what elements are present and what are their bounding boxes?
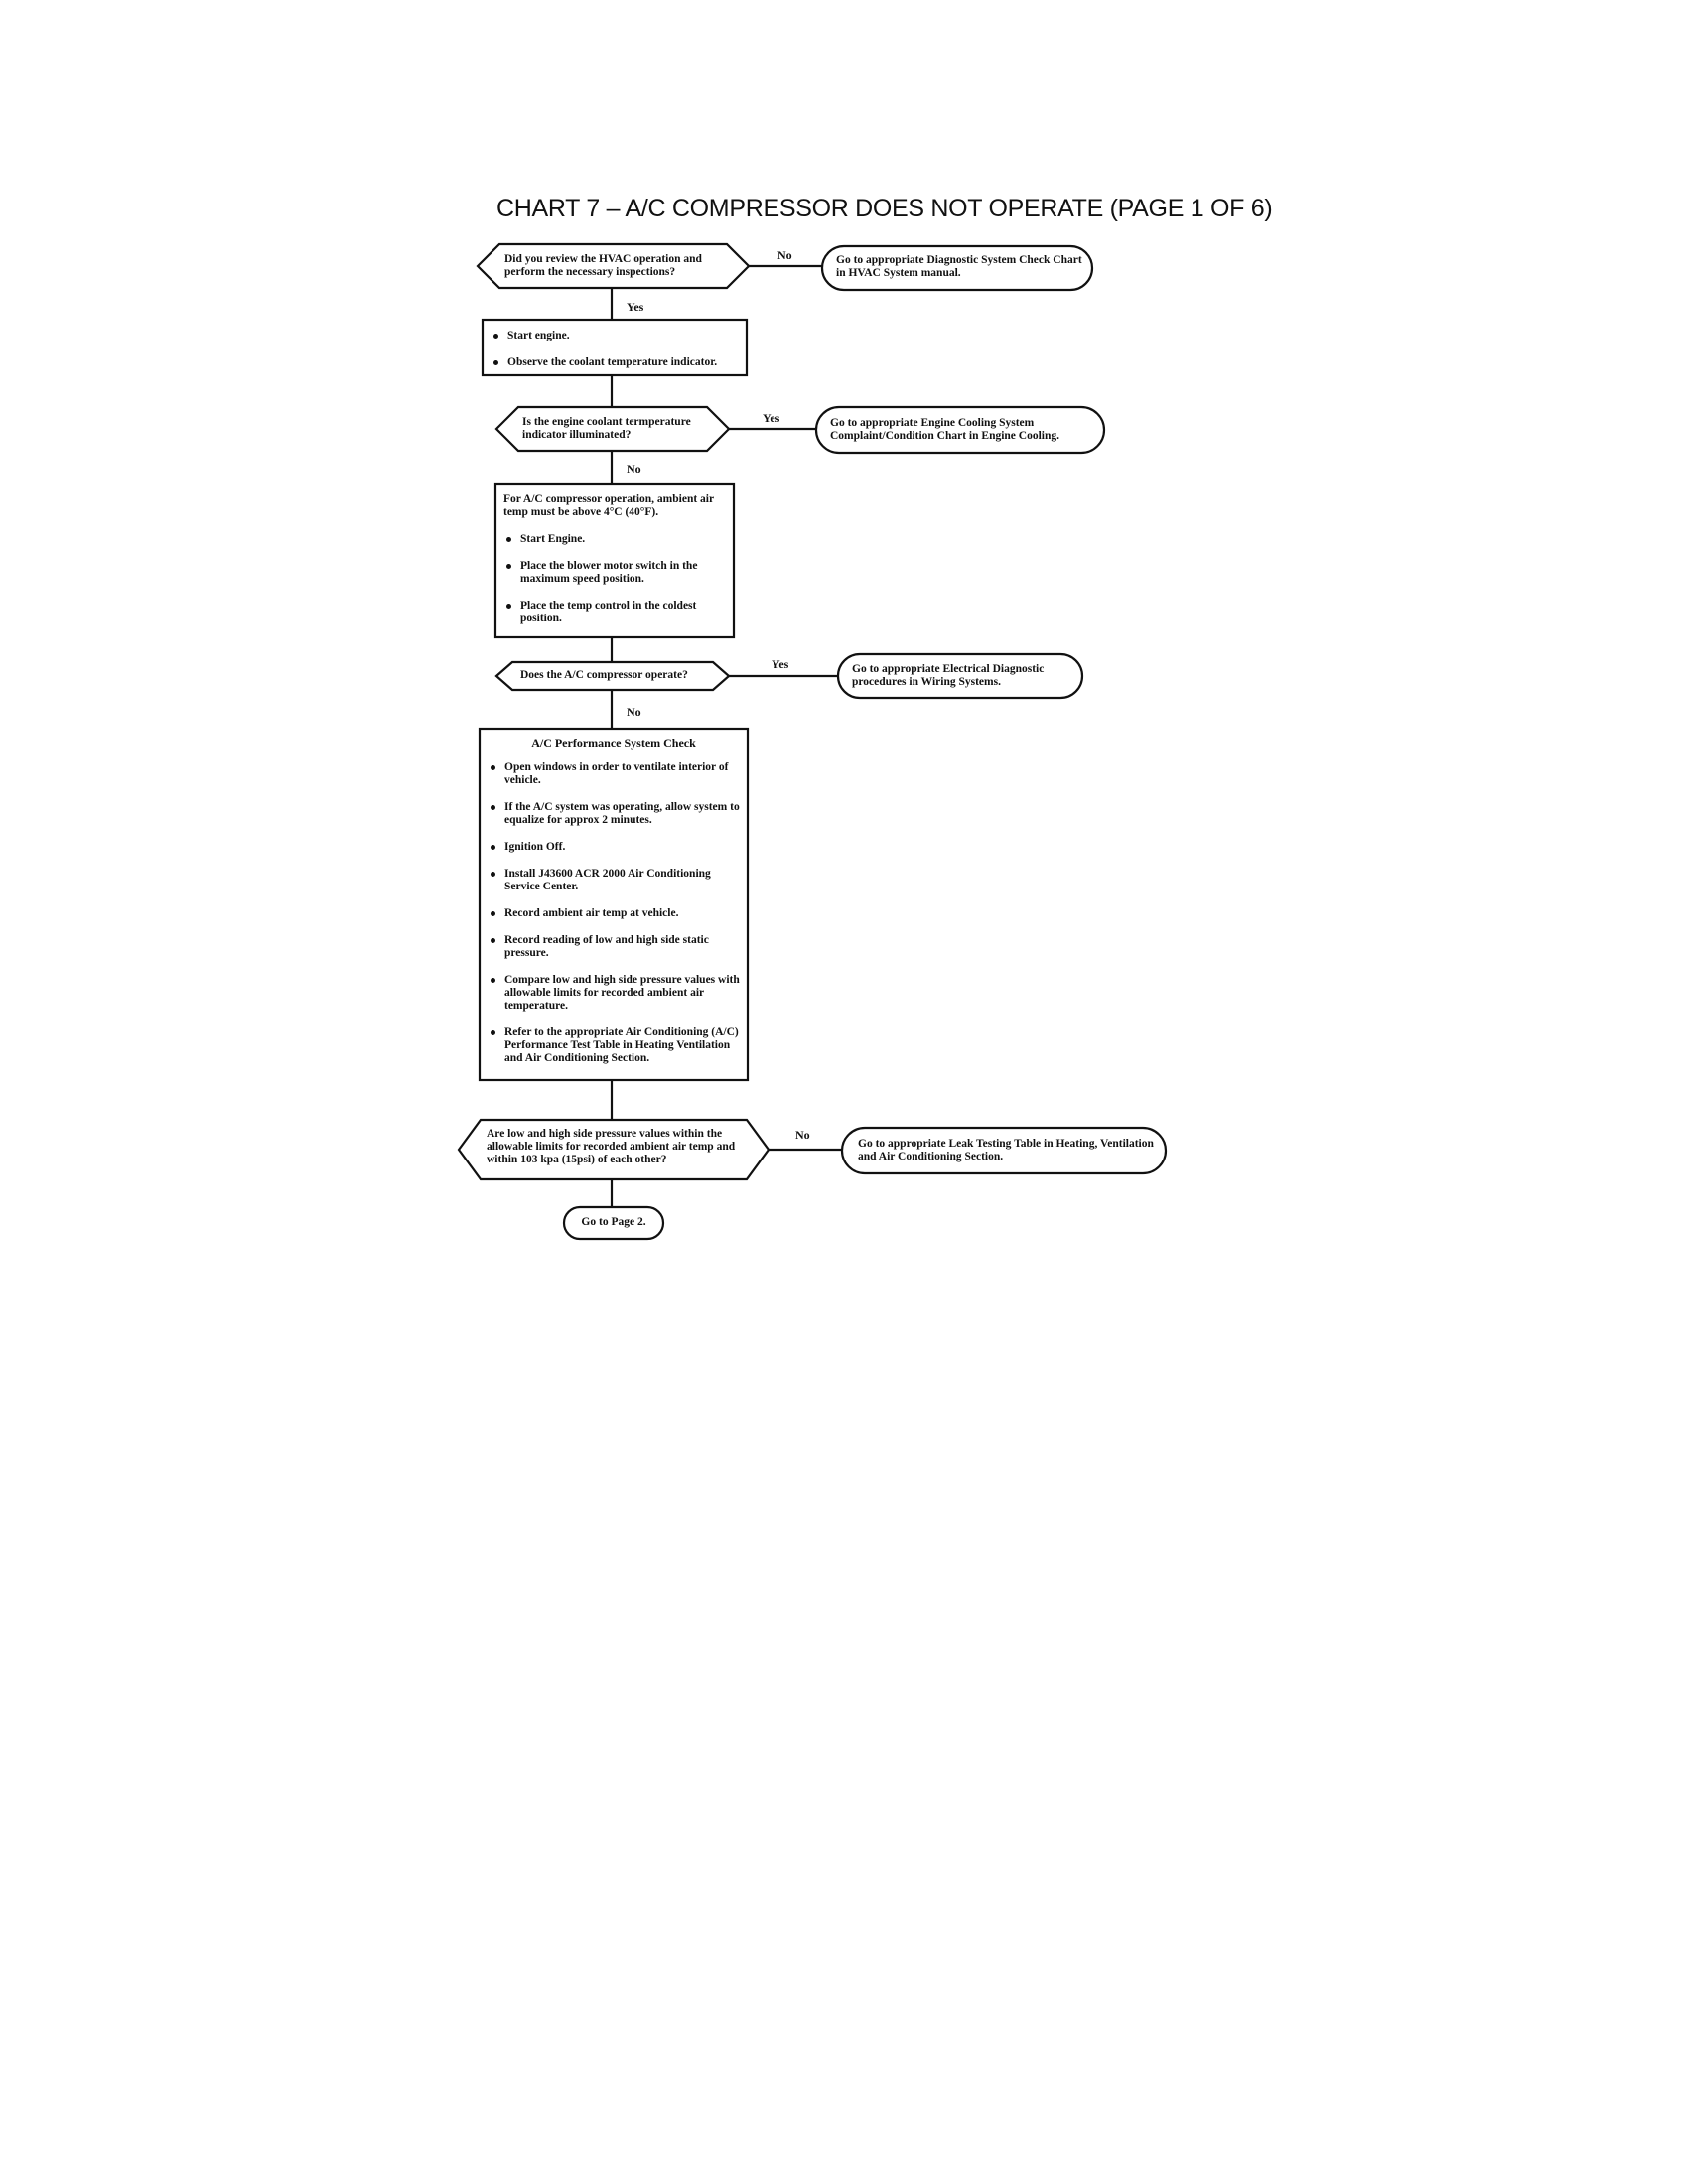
decision-3-text: Does the A/C compressor operate? [520, 669, 688, 681]
list-item: If the A/C system was operating, allow system to equalize for approx 2 minutes. [488, 801, 744, 827]
list-item: Observe the coolant temperature indicator. [491, 356, 743, 369]
terminal-3-text: Go to appropriate Electrical Diagnostic procedures in Wiring Systems. [852, 663, 1045, 688]
box-3-heading: A/C Performance System Check [531, 736, 696, 750]
list-item: Place the blower motor switch in the maximum speed position. [503, 560, 728, 586]
branch-label-yes: Yes [772, 657, 789, 671]
box-2-list [503, 533, 728, 639]
list-item: Open windows in order to ventilate interior of vehicle. [488, 761, 744, 787]
branch-label-yes: Yes [627, 300, 644, 314]
list-item: Install J43600 ACR 2000 Air Conditioning Service Center. [488, 868, 744, 893]
box-2-intro: For A/C compressor operation, ambient air temp must be above 4°C (40°F). [503, 493, 714, 518]
list-item: Record ambient air temp at vehicle. [488, 907, 744, 920]
terminal-1-text: Go to appropriate Diagnostic System Check Chart in HVAC System manual. [836, 254, 1082, 279]
terminal-2-text: Go to appropriate Engine Cooling System Complaint/Condition Chart in Engine Cooling. [830, 417, 1060, 442]
branch-label-no: No [795, 1128, 810, 1142]
list-item: Ignition Off. [488, 841, 744, 854]
list-item: Refer to the appropriate Air Conditioning (A/C) Performance Test Table in Heating Ventilation and Air Conditioning Section. [488, 1026, 744, 1065]
list-item: Start Engine. [503, 533, 728, 546]
branch-label-no: No [627, 462, 641, 476]
branch-label-yes: Yes [763, 411, 780, 425]
branch-label-no: No [627, 705, 641, 719]
list-item: Compare low and high side pressure values with allowable limits for recorded ambient air temperature. [488, 974, 744, 1013]
decision-2-text: Is the engine coolant termperature indicator illuminated? [522, 416, 691, 441]
list-item: Start engine. [491, 330, 743, 342]
decision-4-text: Are low and high side pressure values within the allowable limits for recorded ambient air temp and within 103 kpa (15psi) of each other? [487, 1128, 736, 1165]
box-3-list [488, 761, 744, 1079]
decision-1-text: Did you review the HVAC operation and perform the necessary inspections? [504, 253, 702, 278]
terminal-4-text: Go to appropriate Leak Testing Table in Heating, Ventilation and Air Conditioning Section. [858, 1138, 1154, 1162]
box-1-list [491, 330, 743, 383]
list-item: Place the temp control in the coldest position. [503, 600, 728, 625]
chart-title: CHART 7 – A/C COMPRESSOR DOES NOT OPERATE (PAGE 1 OF 6) [496, 195, 1273, 222]
terminal-5-text: Go to Page 2. [581, 1216, 646, 1228]
list-item: Record reading of low and high side static pressure. [488, 934, 744, 960]
branch-label-no: No [777, 248, 792, 262]
